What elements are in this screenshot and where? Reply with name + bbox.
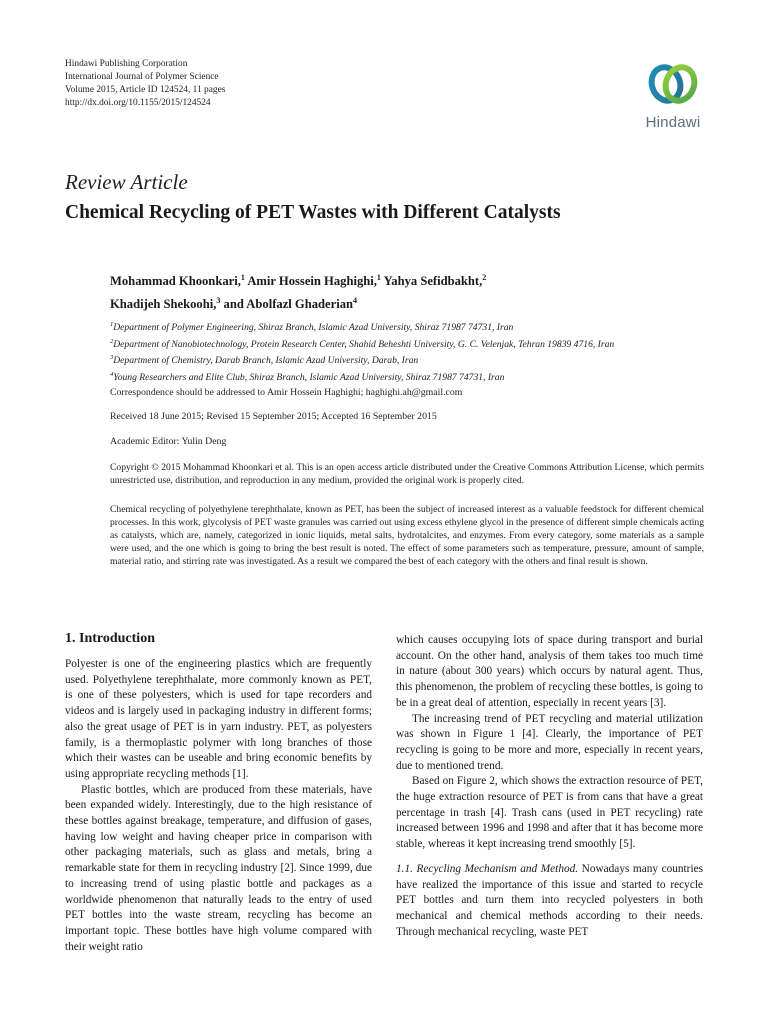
affiliation-number: 4 [110, 371, 114, 379]
author-name: Yahya Sefidbakht, [383, 274, 483, 289]
article-title: Chemical Recycling of PET Wastes with Different Catalysts [65, 202, 561, 223]
affiliation-number: 1 [110, 321, 114, 328]
academic-editor: Academic Editor: Yulin Deng [110, 436, 227, 447]
body-paragraph: which causes occupying lots of space during transport and burial account. On the other hand, analysis of them takes too much time in nature (about 300 years) which occurs by natural agent. Thus, this phenomenon, the problem of recycling these bottles, is going to be in a great deal of attention, especially in recent years [3]. [396, 634, 703, 709]
author-name: Mohammad Khoonkari, [110, 274, 241, 289]
journal-header [65, 58, 225, 110]
subsection-text: Nowadays many countries have realized the importance of this issue and started to recycle PET bottles and turn them into recycled polyesters in both mechanical and chemical methods according to their needs. Through mechanical recycling, waste PET [396, 862, 703, 938]
author-name: and Abolfazl Ghaderian [223, 297, 354, 312]
publisher-name: Hindawi Publishing Corporation [65, 59, 188, 69]
hindawi-rings-icon [645, 56, 701, 112]
correspondence-note: Correspondence should be addressed to Amir Hossein Haghighi; haghighi.ah@gmail.com [110, 387, 463, 398]
author-affiliation-mark: 1 [240, 273, 245, 282]
subsection-heading: 1.1. Recycling Mechanism and Method. [396, 862, 579, 875]
abstract: Chemical recycling of polyethylene terephthalate, known as PET, has been the subject of increased interest as a valuable feedstock for different chemical processes. In this work, glycolysis of PET waste granules was carried out using excess ethylene glycol in the presence of different simple chemicals acting as catalysts, which are, namely, categorized in ionic liquids, metal salts, hydrotalcites, and enzymes. From every category, some materials as a sample were used, and the one which is going to bring the best result is noted. The effect of some parameters such as temperature, pressure, amount of sample, material ratio, and stirring rate was investigated. As a result we compared the best of each category with the others and final result is shown. [110, 504, 704, 567]
volume-info: Volume 2015, Article ID 124524, 11 pages [65, 85, 226, 95]
affiliation-text: Department of Nanobiotechnology, Protein Research Center, Shahid Beheshti University, G. C. Velenjak, Tehran 19839 4716, Iran [113, 338, 615, 350]
body-column-right [396, 633, 703, 940]
author-affiliation-mark: 1 [376, 273, 381, 282]
affiliation-item [110, 318, 614, 335]
affiliation-number: 3 [110, 354, 114, 362]
hindawi-logo [634, 56, 712, 132]
affiliation-item [110, 351, 614, 368]
author-affiliation-mark: 4 [353, 296, 358, 306]
article-type: Review Article [65, 170, 188, 194]
author-affiliation-mark: 3 [216, 296, 221, 306]
body-paragraph: Polyester is one of the engineering plastics which are frequently used. Polyethylene terephthalate, more commonly known as PET, is one of these polyesters, which is used for tape recorders and videos and is largely used in packaging industry in different forms; also the great usage of PET is in yarn industry. PET, as polyesters family, is a thermoplastic polymer with long branches of those which their wastes can be useable and bring economic benefits by using appropriate recycling methods [1]. [65, 658, 372, 780]
article-dates: Received 18 June 2015; Revised 15 September 2015; Accepted 16 September 2015 [110, 411, 437, 422]
author-list [110, 268, 486, 314]
body-paragraph: Plastic bottles, which are produced from these materials, have been expanded widely. Interestingly, due to the high resistance of these bottles against breakage, temperature, and diffusion of gases, having low weight and having cheaper price in comparison with other packaging materials, such as glass and metals, bring a remarkable state for them in recycling industry [2]. Since 1999, due to increasing trend of using plastic bottle and packages as a worldwide phenomenon that naturally leads to the entry of used PET bottles into the waste stream, recycling has become an important topic. These bottles have high volume compared with their weight ratio [65, 783, 372, 953]
logo-wordmark: Hindawi [645, 114, 701, 131]
doi-link[interactable]: http://dx.doi.org/10.1155/2015/124524 [65, 98, 211, 108]
copyright-notice: Copyright © 2015 Mohammad Khoonkari et al. This is an open access article distributed under the Creative Commons Attribution License, which permits unrestricted use, distribution, and reproduction in any medium, provided the original work is properly cited. [110, 462, 704, 486]
affiliation-text: Department of Polymer Engineering, Shiraz Branch, Islamic Azad University, Shiraz 71987 74731, Iran [113, 322, 514, 334]
author-affiliation-mark: 2 [482, 273, 487, 282]
journal-name: International Journal of Polymer Science [65, 72, 219, 82]
affiliation-item [110, 368, 614, 385]
affiliation-number: 2 [110, 337, 114, 345]
section-heading-introduction: 1. Introduction [65, 631, 155, 646]
author-name: Khadijeh Shekoohi, [110, 297, 217, 312]
body-paragraph: The increasing trend of PET recycling and material utilization was shown in Figure 1 [4]. Clearly, the importance of PET recycling is going to be more and more, especially in recent years, due to mentioned trend. [396, 712, 703, 772]
author-name: Amir Hossein Haghighi, [247, 274, 377, 289]
body-paragraph: Based on Figure 2, which shows the extraction resource of PET, the huge extraction resource of PET is from cans that have a great percentage in trash [4]. Trash cans (used in PET recycling) rate increased between 1996 and 1998 and after that it has become more stable, whereas it kept increasing trend smoothly [5]. [396, 775, 703, 851]
affiliation-item [110, 335, 614, 352]
affiliation-text: Department of Chemistry, Darab Branch, Islamic Azad University, Darab, Iran [113, 355, 419, 367]
affiliation-list [110, 318, 614, 385]
affiliation-text: Young Researchers and Elite Club, Shiraz Branch, Islamic Azad University, Shiraz 71987 74731, Iran [113, 372, 505, 384]
subsection-paragraph [396, 862, 703, 941]
body-column-left [65, 657, 372, 955]
